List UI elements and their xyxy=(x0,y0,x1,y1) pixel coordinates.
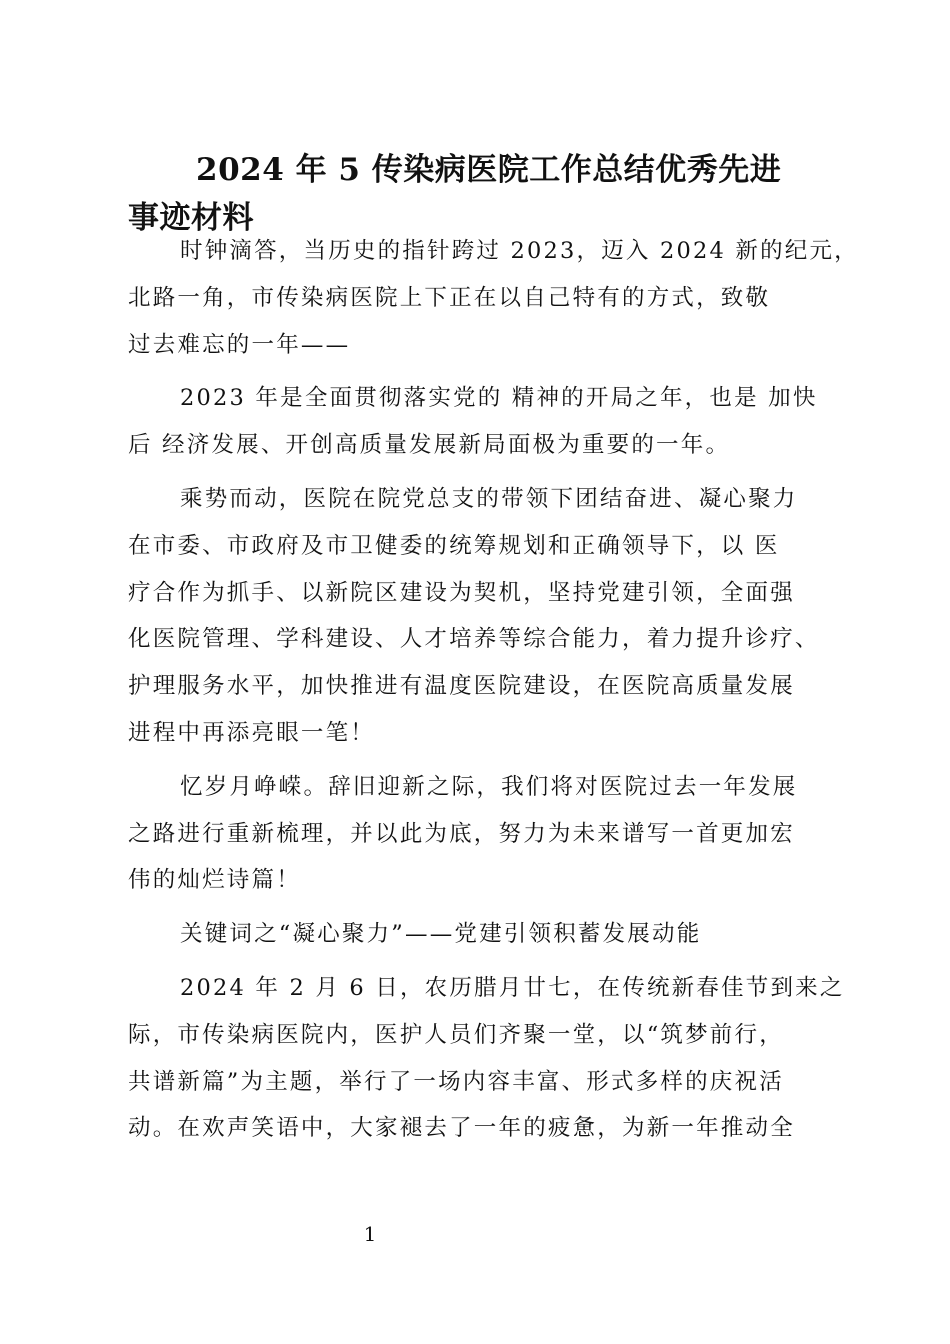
title-line-1: 2024 年 5 传染病医院工作总结优秀先进 xyxy=(196,152,782,188)
paragraph-line: 2024 年 2 月 6 日，农历腊月廿七，在传统新春佳节到来之 xyxy=(180,974,845,1001)
paragraph-line: 2023 年是全面贯彻落实党的 精神的开局之年，也是 加快 xyxy=(180,385,818,412)
paragraph-line: 过去难忘的一年—— xyxy=(128,331,351,358)
page-number: 1 xyxy=(363,1222,377,1246)
paragraph-2023 xyxy=(128,375,848,469)
document-body xyxy=(128,228,859,1159)
paragraph-line: 共谱新篇”为主题，举行了一场内容丰富、形式多样的庆祝活 xyxy=(128,1068,784,1095)
paragraph-line: 在市委、市政府及市卫健委的统筹规划和正确领导下，以 医 xyxy=(128,532,780,559)
paragraph-line: 伟的灿烂诗篇！ xyxy=(128,867,301,894)
paragraph-line: 北路一角，市传染病医院上下正在以自己特有的方式，致敬 xyxy=(128,284,771,311)
paragraph-line: 动。在欢声笑语中，大家褪去了一年的疲惫，为新一年推动全 xyxy=(128,1115,795,1142)
paragraph-line: 忆岁月峥嵘。辞旧迎新之际，我们将对医院过去一年发展 xyxy=(180,773,798,800)
paragraph-line: 化医院管理、学科建设、人才培养等综合能力，着力提升诊疗、 xyxy=(128,626,820,653)
title-line-2: 事迹材料 xyxy=(128,200,254,236)
paragraph-momentum xyxy=(128,476,848,757)
section-heading xyxy=(128,911,848,958)
paragraph-line: 时钟滴答，当历史的指针跨过 2023，迈入 2024 新的纪元， xyxy=(180,238,859,264)
paragraph-line: 护理服务水平，加快推进有温度医院建设，在医院高质量发展 xyxy=(128,673,795,700)
paragraph-line: 之路进行重新梳理，并以此为底，努力为未来谱写一首更加宏 xyxy=(128,820,795,847)
paragraph-reflection xyxy=(128,764,848,904)
paragraph-celebration xyxy=(128,965,848,1152)
paragraph-line: 际，市传染病医院内，医护人员们齐聚一堂，以“筑梦前行， xyxy=(128,1021,784,1048)
paragraph-intro xyxy=(128,228,859,368)
paragraph-line: 进程中再添亮眼一笔！ xyxy=(128,719,376,746)
section-heading-text: 关键词之“凝心聚力”——党建引领积蓄发展动能 xyxy=(180,921,702,948)
paragraph-line: 后 经济发展、开创高质量发展新局面极为重要的一年。 xyxy=(128,432,731,459)
paragraph-line: 疗合作为抓手、以新院区建设为契机，坚持党建引领，全面强 xyxy=(128,579,795,606)
paragraph-line: 乘势而动，医院在院党总支的带领下团结奋进、凝心聚力 xyxy=(180,485,798,512)
